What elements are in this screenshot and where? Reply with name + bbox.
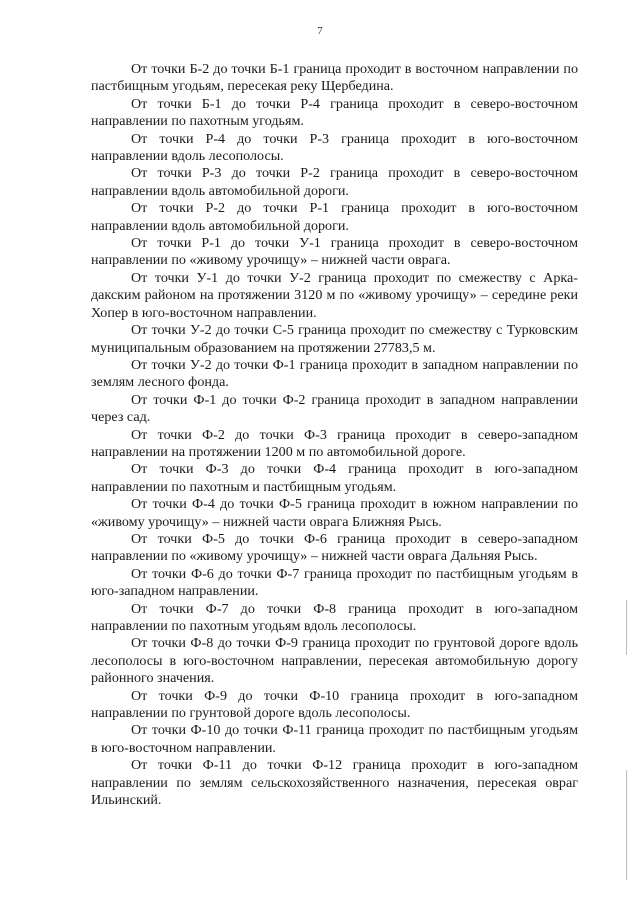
paragraph: От точки Ф-1 до точки Ф-2 граница проходит в западном направлении через сад. <box>91 391 578 426</box>
paragraph: От точки Б-1 до точки Р-4 граница проходит в северо-восточном направлении по пахотным угодьям. <box>91 95 578 130</box>
paragraph: От точки Ф-2 до точки Ф-3 граница проходит в северо-западном направлении на протяжении 1200 м по автомобильной дороге. <box>91 426 578 460</box>
scan-edge-line <box>626 600 627 655</box>
document-body <box>91 61 578 809</box>
paragraph: От точки Ф-4 до точки Ф-5 граница проходит в южном направлении по «живому урочищу» – нижней части оврага Ближняя Рысь. <box>91 496 578 530</box>
page-number: 7 <box>317 25 323 37</box>
paragraph: От точки У-2 до точки С-5 граница проходит по смежеству с Турковским муниципальным образованием на протяжении 27783,5 м. <box>91 322 578 356</box>
paragraph: От точки Ф-11 до точки Ф-12 граница проходит в юго-западном направлении по землям сельскохозяйственного назначения, пересекая овраг Ильинский. <box>91 757 578 809</box>
scan-edge-line <box>626 770 627 880</box>
paragraph: От точки Р-4 до точки Р-3 граница проходит в юго-восточном направлении вдоль лесополосы. <box>91 130 578 165</box>
paragraph: От точки Ф-3 до точки Ф-4 граница проходит в юго-западном направлении по пахотным и пастбищным угодьям. <box>91 461 578 495</box>
paragraph: От точки У-2 до точки Ф-1 граница проходит в западном направлении по землям лесного фонда. <box>91 356 578 391</box>
paragraph: От точки У-1 до точки У-2 граница проходит по смежеству с Аркадакским районом на протяжении 3120 м по «живому урочищу» – середине реки Хопер в юго-восточном направлении. <box>91 269 578 321</box>
paragraph: От точки Ф-7 до точки Ф-8 граница проходит в юго-западном направлении по пахотным угодьям вдоль лесополосы. <box>91 600 578 634</box>
paragraph: От точки Ф-9 до точки Ф-10 граница проходит в юго-западном направлении по грунтовой дороге вдоль лесополосы. <box>91 687 578 722</box>
paragraph: От точки Ф-10 до точки Ф-11 граница проходит по пастбищным угодьям в юго-восточном направлении. <box>91 722 578 756</box>
paragraph: От точки Ф-5 до точки Ф-6 граница проходит в северо-западном направлении по «живому урочищу» – нижней части оврага Дальняя Рысь. <box>91 530 578 565</box>
paragraph: От точки Ф-6 до точки Ф-7 граница проходит по пастбищным угодьям в юго-западном направлении. <box>91 565 578 600</box>
paragraph: От точки Р-3 до точки Р-2 граница проходит в северо-восточном направлении вдоль автомобильной дороги. <box>91 165 578 199</box>
paragraph: От точки Р-1 до точки У-1 граница проходит в северо-восточном направлении по «живому урочищу» – нижней части оврага. <box>91 235 578 269</box>
paragraph: От точки Ф-8 до точки Ф-9 граница проходит по грунтовой дороге вдоль лесополосы в юго-восточном направлении, пересекая автомобильную дорогу районного значения. <box>91 635 578 687</box>
paragraph: От точки Б-2 до точки Б-1 граница проходит в восточном направлении по пастбищным угодьям, пересекая реку Щербедина. <box>91 61 578 95</box>
paragraph: От точки Р-2 до точки Р-1 граница проходит в юго-восточном направлении вдоль автомобильной дороги. <box>91 200 578 234</box>
